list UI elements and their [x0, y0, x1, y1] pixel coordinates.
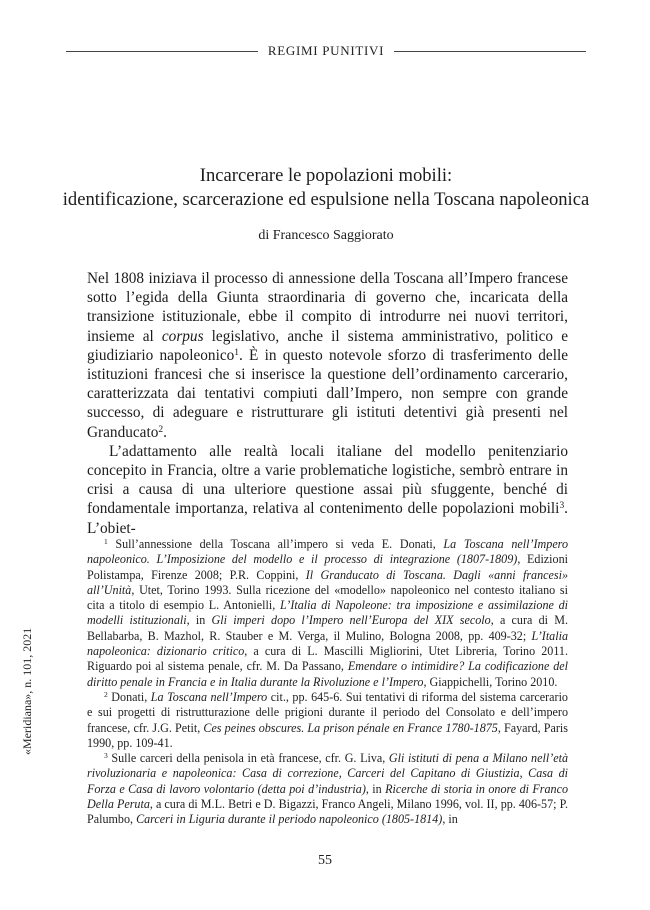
footnote-text: , a cura di M. Bellabarba, B. Mazhol, R. Stauber e M. Verga, il Mulino, Bologna 2008, pp. 409-32;	[87, 613, 569, 643]
body-text: . È in questo notevole sforzo di trasferimento delle istituzioni francesi che si inserisce la questione dell’ordinamento carcerario, caratterizzata dai tentativi compiuti dall’Impero, non sempre con grande successo, di adeguare e ristrutturare gli istituti detentivi già presenti nel Granducato	[87, 346, 568, 441]
article-title	[40, 164, 612, 212]
body-paragraph-1	[87, 269, 568, 442]
article-title-line-2: identificazione, scarcerazione ed espulsione nella Toscana napoleonica	[62, 189, 590, 210]
footnote-text: , Utet, Torino 1993. Sulla ricezione del «modello» napoleonico nel contesto italiano si cita a titolo di esempio L. Antonielli,	[87, 582, 568, 613]
body-text: . L’obiet-	[87, 500, 568, 537]
running-head-label: REGIMI PUNITIVI	[267, 43, 385, 58]
body-text: L’adattamento alle realtà locali italiane del modello penitenziario concepito in Francia, oltre a varie problematiche logistiche, sembrò entrare in crisi a causa di una ulteriore questione assai più sfuggente, benché di fondamentale importanza, relativa al contenimento delle popolazioni mobili	[87, 442, 568, 518]
footnote-3	[87, 751, 568, 827]
footnote-italic: Ces peines obscures. La prison pénale en France 1780-1875	[203, 720, 498, 735]
article-title-line-1: Incarcerare le popolazioni mobili:	[199, 165, 453, 186]
footnote-text: , Edizioni Polistampa, Firenze 2008; P.R. Coppini,	[87, 552, 568, 582]
footnote-italic: Il Granducato di Toscana. Dagli «anni francesi» all’Unità	[87, 567, 568, 597]
footnote-italic: Gli istituti di pena a Milano nell’età rivoluzionaria e napoleonica: Casa di correzione, Carceri del Capitano di Giustizia, Casa di Forza e Casa di lavoro volontario (detta poi d’industria)	[87, 751, 568, 796]
footnote-italic: Gli imperi dopo l’Impero nell’Europa del XIX secolo	[211, 613, 491, 628]
footnote-italic: La Toscana nell’Impero napoleonico. L’Imposizione del modello e il processo di integrazione (1807-1809)	[87, 537, 568, 567]
footnote-italic: L’Italia napoleonica: dizionario critico	[87, 628, 568, 659]
footnote-2	[87, 690, 568, 751]
footnote-italic: L’Italia di Napoleone: tra imposizione e assimilazione di modelli istituzionali	[87, 598, 568, 628]
footnote-number: 3	[104, 751, 108, 761]
footnote-text: , Fayard, Paris 1990, pp. 109-41.	[87, 720, 568, 750]
footnote-italic: Ricerche di storia in onore di Franco Della Peruta	[87, 781, 568, 812]
footnote-ref-2[interactable]: 2	[158, 424, 164, 435]
article-body	[87, 269, 568, 538]
footnote-italic: La Toscana nell’Impero	[150, 689, 268, 704]
footnote-number: 2	[104, 689, 108, 699]
footnote-italic: Emendare o intimidire? La codificazione del diritto penale in Francia e in Italia durante la Rivoluzione e l’Impero	[87, 659, 568, 689]
footnotes	[87, 537, 568, 828]
running-head-rule-right	[394, 51, 586, 52]
footnote-1	[87, 537, 568, 690]
footnote-text: Sull’annessione della Toscana all’impero si veda E. Donati,	[107, 537, 444, 551]
journal-side-note: «Meridiana», n. 101, 2021	[20, 627, 34, 755]
footnote-text: , a cura di M.L. Betri e D. Bigazzi, Franco Angeli, Milano 1996, vol. II, pp. 406-57; P. Palumbo,	[87, 797, 568, 827]
footnote-text: cit., pp. 645-6. Sui tentativi di riforma del sistema carcerario e sui progetti di ristrutturazione delle prigioni durante il periodo del Consolato e dell’impero francese, cfr. J.G. Petit,	[87, 689, 568, 735]
running-head-rule-left	[66, 51, 258, 52]
footnote-italic: Carceri in Liguria durante il periodo napoleonico (1805-1814)	[136, 812, 443, 827]
running-head	[66, 41, 586, 61]
body-paragraph-2	[87, 442, 568, 538]
footnote-number: 1	[104, 536, 108, 546]
footnote-text: Donati,	[107, 689, 151, 704]
footnote-text: , in	[365, 781, 386, 796]
footnote-text: , a cura di L. Mascilli Migliorini, Utet Libreria, Torino 2011. Riguardo poi al sistema penale, cfr. M. Da Passano,	[87, 644, 568, 674]
body-text: legislativo, anche il sistema amministrativo, politico e giudiziario napoleonico	[87, 327, 568, 364]
footnote-text: , in	[442, 812, 458, 827]
page-number: 55	[318, 853, 332, 868]
body-italic: corpus	[161, 327, 204, 345]
footnote-text: Sulle carceri della penisola in età francese, cfr. G. Liva,	[107, 751, 389, 766]
body-text: Nel 1808 iniziava il processo di annessione della Toscana all’Impero francese sotto l’egida della Giunta straordinaria di governo che, incaricata della transizione istituzionale, ebbe il compito di introdurre nei nuovi territori, insieme al	[87, 270, 568, 345]
footnote-ref-1[interactable]: 1	[234, 347, 239, 358]
footnote-ref-3[interactable]: 3	[559, 501, 565, 512]
body-text: .	[163, 423, 167, 441]
footnote-text: , in	[186, 613, 212, 628]
article-author: di Francesco Saggiorato	[258, 228, 394, 243]
footnote-text: , Giappichelli, Torino 2010.	[423, 674, 558, 689]
